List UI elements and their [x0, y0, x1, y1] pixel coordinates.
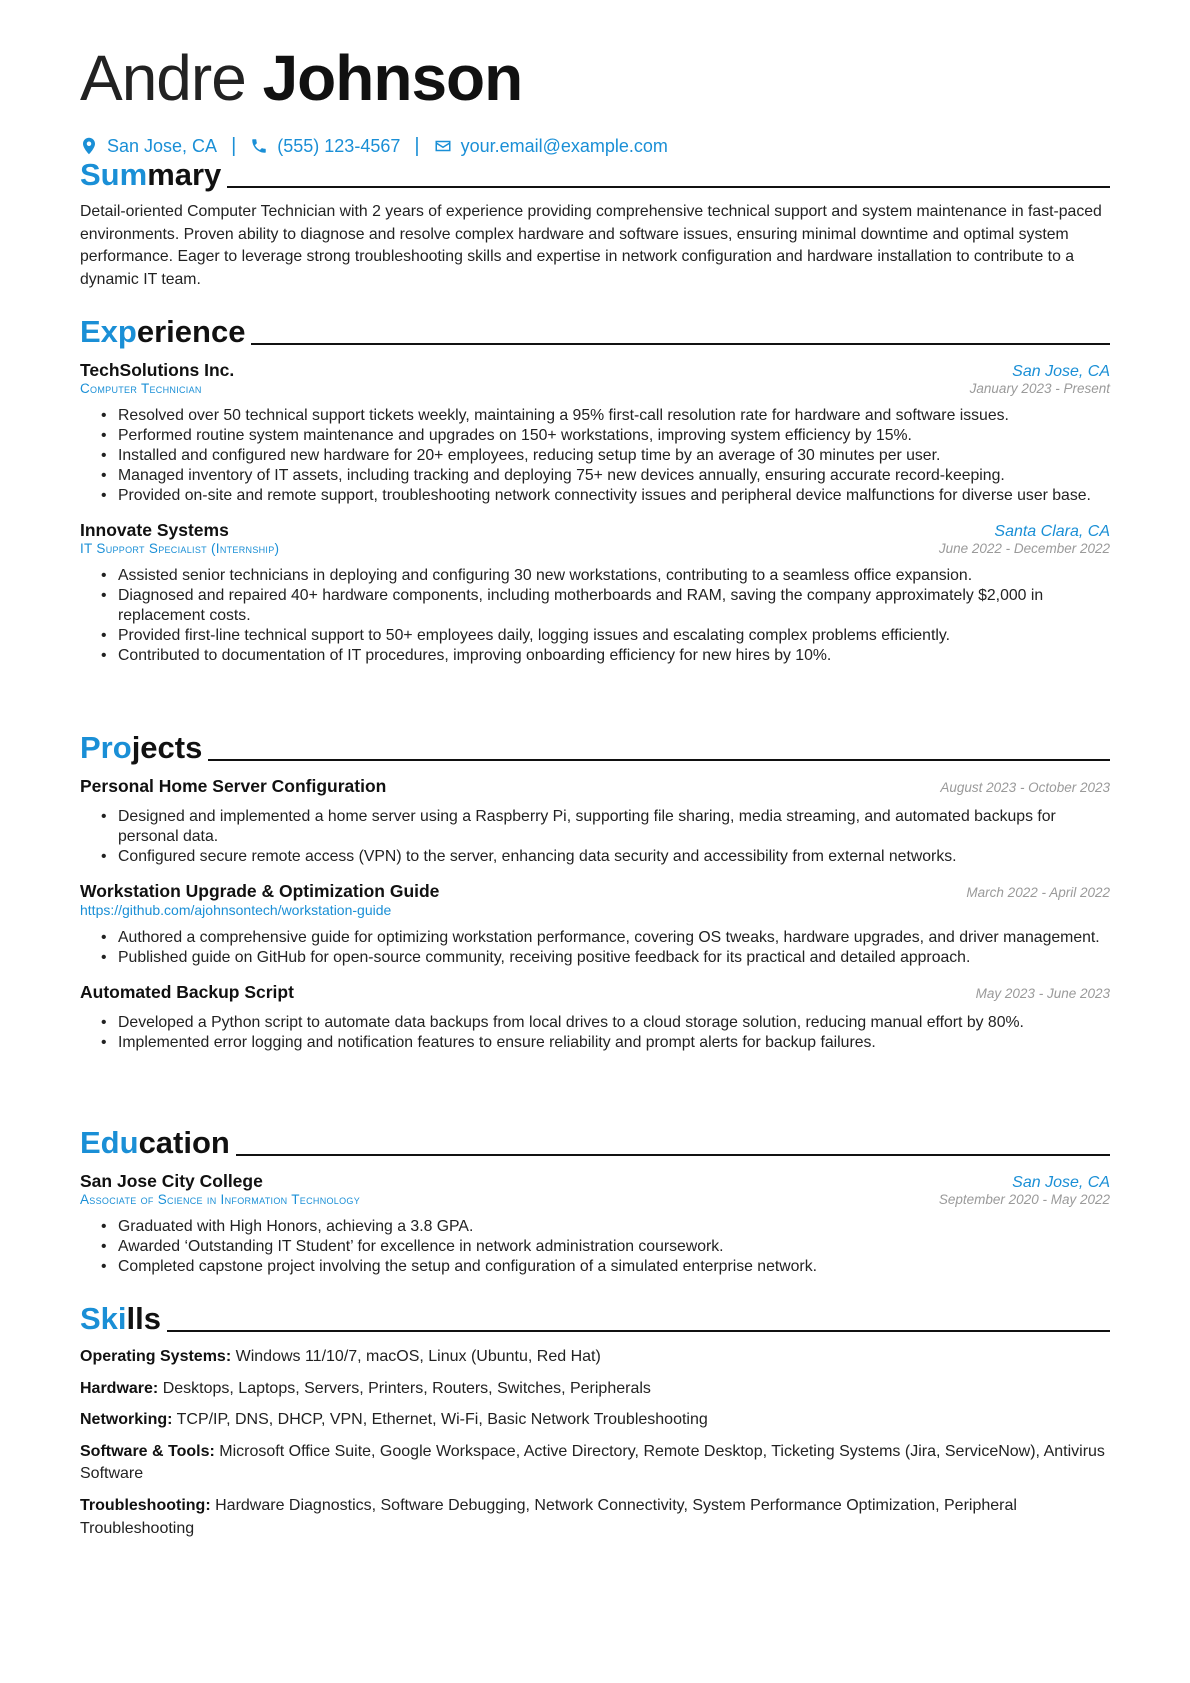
email-link[interactable]: your.email@example.com	[460, 136, 668, 156]
candidate-name	[80, 40, 522, 116]
section-header	[80, 730, 1110, 766]
bullet-list	[80, 406, 1110, 506]
section-rule	[208, 759, 1110, 761]
phone-text: (555) 123-4567	[277, 136, 401, 156]
bullet-item: • Developed a Python script to automate data backups from local drives to a cloud storage solution, reducing manual effort by 80%.	[118, 1013, 1110, 1033]
bullet-list	[80, 566, 1110, 666]
project-link[interactable]: https://github.com/ajohnsontech/workstation-guide	[80, 902, 392, 918]
project-entry	[80, 982, 1110, 1053]
bullet-item: • Resolved over 50 technical support tickets weekly, maintaining a 95% first-call resolution rate for hardware and software issues.	[118, 406, 1110, 426]
skill-line	[80, 1409, 1110, 1432]
bullet-item: • Authored a comprehensive guide for optimizing workstation performance, covering OS tweaks, hardware upgrades, and driver management.	[118, 928, 1110, 948]
bullet-item: • Configured secure remote access (VPN) to the server, enhancing data security and accessibility from external networks.	[118, 847, 1110, 867]
project-entry	[80, 776, 1110, 867]
skill-label: Operating Systems:	[80, 1348, 232, 1365]
skill-line	[80, 1495, 1110, 1540]
bullet-item: • Provided first-line technical support to 50+ employees daily, logging issues and escalating complex problems efficiently.	[118, 626, 1110, 646]
bullet-item: • Assisted senior technicians in deploying and configuring 30 new workstations, contributing to a seamless office expansion.	[118, 566, 1110, 586]
bullet-list	[80, 928, 1110, 968]
project-dates: May 2023 - June 2023	[975, 986, 1110, 1001]
section-header	[80, 1125, 1110, 1161]
summary-text: Detail-oriented Computer Technician with 2 years of experience providing comprehensive technical support and system maintenance in fast-paced environments. Proven ability to diagnose and resolve complex hardware and software issues, ensuring minimal downtime and optimal system performance. Eager to leverage strong troubleshooting skills and expertise in network configuration and hardware installation to contribute to a dynamic IT team.	[80, 203, 1102, 288]
skill-label: Hardware:	[80, 1379, 159, 1397]
skill-line	[80, 1378, 1110, 1401]
section-rule	[227, 186, 1110, 188]
project-dates: August 2023 - October 2023	[940, 780, 1110, 795]
skills-section	[80, 1301, 1110, 1540]
company-name: Innovate Systems	[80, 520, 229, 540]
project-name: Personal Home Server Configuration	[80, 776, 387, 796]
education-dates: September 2020 - May 2022	[938, 1192, 1110, 1207]
skill-value: Windows 11/10/7, macOS, Linux (Ubuntu, Red Hat)	[235, 1348, 601, 1365]
section-title: Experience	[80, 314, 246, 349]
skill-value: Desktops, Laptops, Servers, Printers, Routers, Switches, Peripherals	[162, 1379, 651, 1397]
bullet-item: • Awarded ‘Outstanding IT Student’ for excellence in network administration coursework.	[118, 1237, 1110, 1257]
contact-separator: |	[414, 135, 420, 157]
skill-label: Software & Tools:	[80, 1442, 215, 1460]
location-text: San Jose, CA	[107, 136, 218, 156]
contact-separator: |	[231, 135, 237, 157]
section-title: Projects	[80, 730, 203, 765]
contact-email[interactable]	[434, 133, 668, 159]
projects-section	[80, 730, 1110, 1053]
bullet-item: • Contributed to documentation of IT procedures, improving onboarding efficiency for new hires by 10%.	[118, 646, 1110, 666]
envelope-icon	[434, 137, 452, 155]
section-rule	[251, 343, 1110, 345]
bullet-item: • Implemented error logging and notification features to ensure reliability and prompt alerts for backup failures.	[118, 1033, 1110, 1053]
section-header	[80, 1301, 1110, 1337]
project-name: Workstation Upgrade & Optimization Guide	[80, 881, 440, 901]
project-entry	[80, 881, 1110, 968]
skill-label: Networking:	[80, 1411, 173, 1429]
bullet-item: • Graduated with High Honors, achieving a 3.8 GPA.	[118, 1217, 1110, 1237]
bullet-item: • Completed capstone project involving the setup and configuration of a simulated enterprise network.	[118, 1257, 1110, 1277]
skill-label: Troubleshooting:	[80, 1496, 211, 1514]
job-location: Santa Clara, CA	[994, 523, 1110, 540]
contact-location	[80, 133, 217, 159]
bullet-item: • Published guide on GitHub for open-source community, receiving positive feedback for its practical and detailed approach.	[118, 948, 1110, 968]
phone-icon	[250, 137, 268, 155]
experience-entry	[80, 360, 1110, 506]
skill-line	[80, 1441, 1110, 1486]
section-header	[80, 157, 1110, 193]
section-title: Skills	[80, 1301, 161, 1336]
bullet-item: • Installed and configured new hardware for 20+ employees, reducing setup time by an average of 30 minutes per user.	[118, 446, 1110, 466]
skill-value: Hardware Diagnostics, Software Debugging, Network Connectivity, System Performance Optimization, Peripheral Troubleshooting	[80, 1496, 1017, 1537]
summary-section	[80, 157, 1110, 291]
project-name: Automated Backup Script	[80, 982, 294, 1002]
bullet-list	[80, 1217, 1110, 1277]
school-location: San Jose, CA	[1012, 1174, 1110, 1191]
school-name: San Jose City College	[80, 1171, 263, 1191]
section-header	[80, 314, 1110, 350]
education-entry	[80, 1171, 1110, 1277]
job-title: Computer Technician	[80, 381, 202, 396]
skill-line	[80, 1346, 1110, 1369]
contact-phone	[250, 133, 400, 159]
company-name: TechSolutions Inc.	[80, 360, 235, 380]
job-location: San Jose, CA	[1012, 363, 1110, 380]
experience-section	[80, 314, 1110, 666]
last-name: Johnson	[262, 42, 523, 114]
bullet-list	[80, 807, 1110, 867]
experience-entry	[80, 520, 1110, 666]
bullet-item: • Designed and implemented a home server using a Raspberry Pi, supporting file sharing, media streaming, and automated backups for personal data.	[118, 807, 1110, 847]
map-pin-icon	[80, 137, 98, 155]
education-section	[80, 1125, 1110, 1277]
skill-value: Microsoft Office Suite, Google Workspace, Active Directory, Remote Desktop, Ticketing Systems (Jira, ServiceNow), Antivirus Software	[80, 1442, 1105, 1483]
degree: Associate of Science in Information Technology	[80, 1192, 360, 1207]
section-rule	[236, 1154, 1110, 1156]
section-title: Education	[80, 1125, 230, 1160]
bullet-list	[80, 1013, 1110, 1053]
job-title: IT Support Specialist (Internship)	[80, 541, 280, 556]
section-rule	[167, 1330, 1110, 1332]
job-dates: June 2022 - December 2022	[938, 541, 1110, 556]
project-dates: March 2022 - April 2022	[966, 885, 1110, 900]
contact-line	[80, 133, 668, 159]
section-title: Summary	[80, 157, 222, 192]
bullet-item: • Performed routine system maintenance and upgrades on 150+ workstations, improving system efficiency by 15%.	[118, 426, 1110, 446]
bullet-item: • Diagnosed and repaired 40+ hardware components, including motherboards and RAM, saving the company approximately $2,000 in replacement costs.	[118, 586, 1110, 626]
skill-value: TCP/IP, DNS, DHCP, VPN, Ethernet, Wi-Fi, Basic Network Troubleshooting	[176, 1411, 708, 1429]
first-name: Andre	[80, 42, 246, 114]
job-dates: January 2023 - Present	[969, 381, 1110, 396]
bullet-item: • Managed inventory of IT assets, including tracking and deploying 75+ new devices annually, ensuring accurate record-keeping.	[118, 466, 1110, 486]
bullet-item: • Provided on-site and remote support, troubleshooting network connectivity issues and peripheral device malfunctions for diverse user base.	[118, 486, 1110, 506]
